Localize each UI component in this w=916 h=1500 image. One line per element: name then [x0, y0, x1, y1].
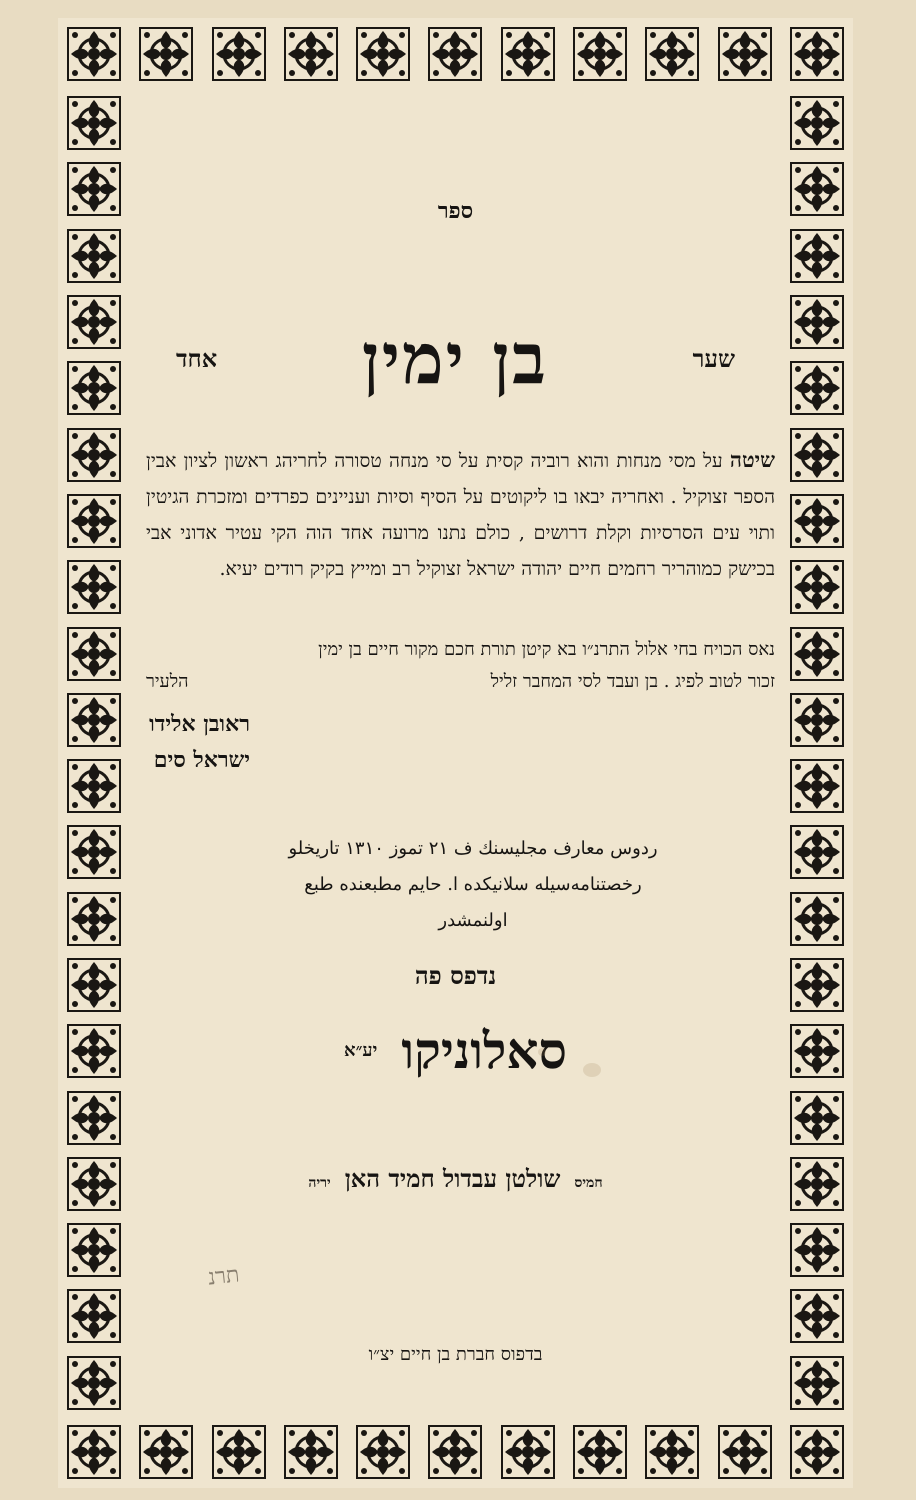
floral-ornament-icon: [790, 229, 844, 283]
signature-block: [70, 706, 250, 778]
floral-ornament-icon: [67, 892, 121, 946]
floral-ornament-icon: [67, 1289, 121, 1343]
floral-ornament-icon: [573, 1425, 627, 1479]
floral-ornament-icon: [790, 1356, 844, 1410]
floral-ornament-icon: [790, 892, 844, 946]
ornamental-frame: [58, 18, 853, 1488]
printer-imprint: בדפוס חברת בן חיים יצ״ו: [368, 1344, 543, 1365]
floral-ornament-icon: [790, 1223, 844, 1277]
floral-ornament-icon: [501, 27, 555, 81]
floral-ornament-icon: [356, 1425, 410, 1479]
floral-ornament-icon: [67, 295, 121, 349]
sefer-label: ספר: [437, 198, 474, 224]
floral-ornament-icon: [67, 560, 121, 614]
note-line-1: נאס הכויח בחי אלול התרנ״ו בא קיטן תורת חכם מקור חיים בן ימין: [318, 639, 775, 660]
sultan-suffix: יריה: [308, 1175, 331, 1191]
floral-ornament-icon: [790, 759, 844, 813]
floral-ornament-icon: [67, 27, 121, 81]
printed-here-label: נדפס פה: [414, 961, 497, 990]
floral-ornament-icon: [139, 1425, 193, 1479]
description-paragraph: [146, 442, 775, 587]
note-line-2b: הלעיר: [146, 671, 189, 692]
floral-ornament-icon: [790, 958, 844, 1012]
floral-ornament-icon: [67, 825, 121, 879]
floral-ornament-icon: [790, 162, 844, 216]
floral-ornament-icon: [790, 627, 844, 681]
floral-ornament-icon: [67, 1024, 121, 1078]
floral-ornament-icon: [573, 27, 627, 81]
signature-line-1: ראובן אלידו: [149, 711, 250, 737]
paper-stain: [583, 1063, 601, 1077]
floral-ornament-icon: [428, 1425, 482, 1479]
floral-ornament-icon: [718, 1425, 772, 1479]
floral-ornament-icon: [67, 1223, 121, 1277]
floral-ornament-icon: [790, 1091, 844, 1145]
floral-ornament-icon: [790, 1024, 844, 1078]
floral-ornament-icon: [67, 494, 121, 548]
floral-ornament-icon: [645, 1425, 699, 1479]
city-line: [136, 1021, 775, 1080]
ottoman-line-1: ردوس معارف مجليسنك ف ٢١ تموز ١٣١٠ تاريخلو: [288, 838, 658, 859]
city-name: סאלוניקו: [401, 1021, 567, 1080]
floral-ornament-icon: [718, 27, 772, 81]
right-ornament-border: [781, 90, 853, 1416]
floral-ornament-icon: [139, 27, 193, 81]
floral-ornament-icon: [790, 361, 844, 415]
floral-ornament-icon: [67, 958, 121, 1012]
echad-label: אחד: [176, 344, 218, 373]
note-line-2a: זכור לטוב לפיג . בן ועבד לסי המחבר זליל: [490, 671, 775, 692]
floral-ornament-icon: [790, 693, 844, 747]
publisher-note: [146, 634, 775, 698]
floral-ornament-icon: [284, 1425, 338, 1479]
floral-ornament-icon: [67, 1425, 121, 1479]
floral-ornament-icon: [790, 428, 844, 482]
floral-ornament-icon: [790, 27, 844, 81]
bottom-ornament-border: [58, 1416, 853, 1488]
shaar-label: שער: [692, 344, 735, 373]
floral-ornament-icon: [790, 825, 844, 879]
floral-ornament-icon: [67, 627, 121, 681]
floral-ornament-icon: [67, 229, 121, 283]
pencil-annotation: תרנ: [206, 1262, 241, 1291]
description-lead: שיטה: [729, 447, 775, 472]
floral-ornament-icon: [790, 494, 844, 548]
floral-ornament-icon: [67, 1157, 121, 1211]
floral-ornament-icon: [790, 1289, 844, 1343]
sultan-prefix: חמיס: [574, 1175, 603, 1191]
note-line-2: [146, 666, 775, 698]
sultan-name: שולטן עבדול חמיד האן: [344, 1164, 561, 1193]
floral-ornament-icon: [67, 96, 121, 150]
floral-ornament-icon: [790, 560, 844, 614]
description-body: על מסי מנחות והוא רוביה קסית על סי מנחה טסורה לחריהג ראשון לציון אבין הספר זצוקיל . ואחריה יבאו בו ליקוטים על הסיף וסיות ועניינים כפרדים ומזכרת הגיטין ותוי עים הסרסיות וקלת דרושים , כולם נתנו מרועה אחד הוה הקי עטיר אדוני אבי בכישק כמוהריר רחמים חיים יהודה ישראל זצוקיל רב ומייץ בקיק רודים יעיא.: [146, 450, 775, 580]
floral-ornament-icon: [67, 1356, 121, 1410]
city-suffix: יע״א: [344, 1040, 378, 1061]
top-ornament-border: [58, 18, 853, 90]
floral-ornament-icon: [645, 27, 699, 81]
paper-stain: [538, 1048, 546, 1056]
floral-ornament-icon: [67, 361, 121, 415]
ottoman-line-2: رخصتنامه‌سيله سلانيكده ا‌. حايم مطبعنده طبع اولنمشدر: [304, 874, 642, 931]
ottoman-permit: [271, 831, 675, 939]
floral-ornament-icon: [790, 1157, 844, 1211]
floral-ornament-icon: [790, 1425, 844, 1479]
signature-line-2: ישראל סים: [153, 747, 250, 773]
floral-ornament-icon: [284, 27, 338, 81]
floral-ornament-icon: [212, 1425, 266, 1479]
title-line: [176, 314, 735, 404]
floral-ornament-icon: [356, 27, 410, 81]
book-title: בן ימין: [361, 317, 548, 400]
floral-ornament-icon: [428, 27, 482, 81]
floral-ornament-icon: [501, 1425, 555, 1479]
floral-ornament-icon: [790, 295, 844, 349]
floral-ornament-icon: [67, 428, 121, 482]
sultan-line: [136, 1164, 775, 1194]
floral-ornament-icon: [212, 27, 266, 81]
floral-ornament-icon: [67, 162, 121, 216]
floral-ornament-icon: [67, 1091, 121, 1145]
floral-ornament-icon: [790, 96, 844, 150]
title-page-content: [136, 96, 775, 1410]
